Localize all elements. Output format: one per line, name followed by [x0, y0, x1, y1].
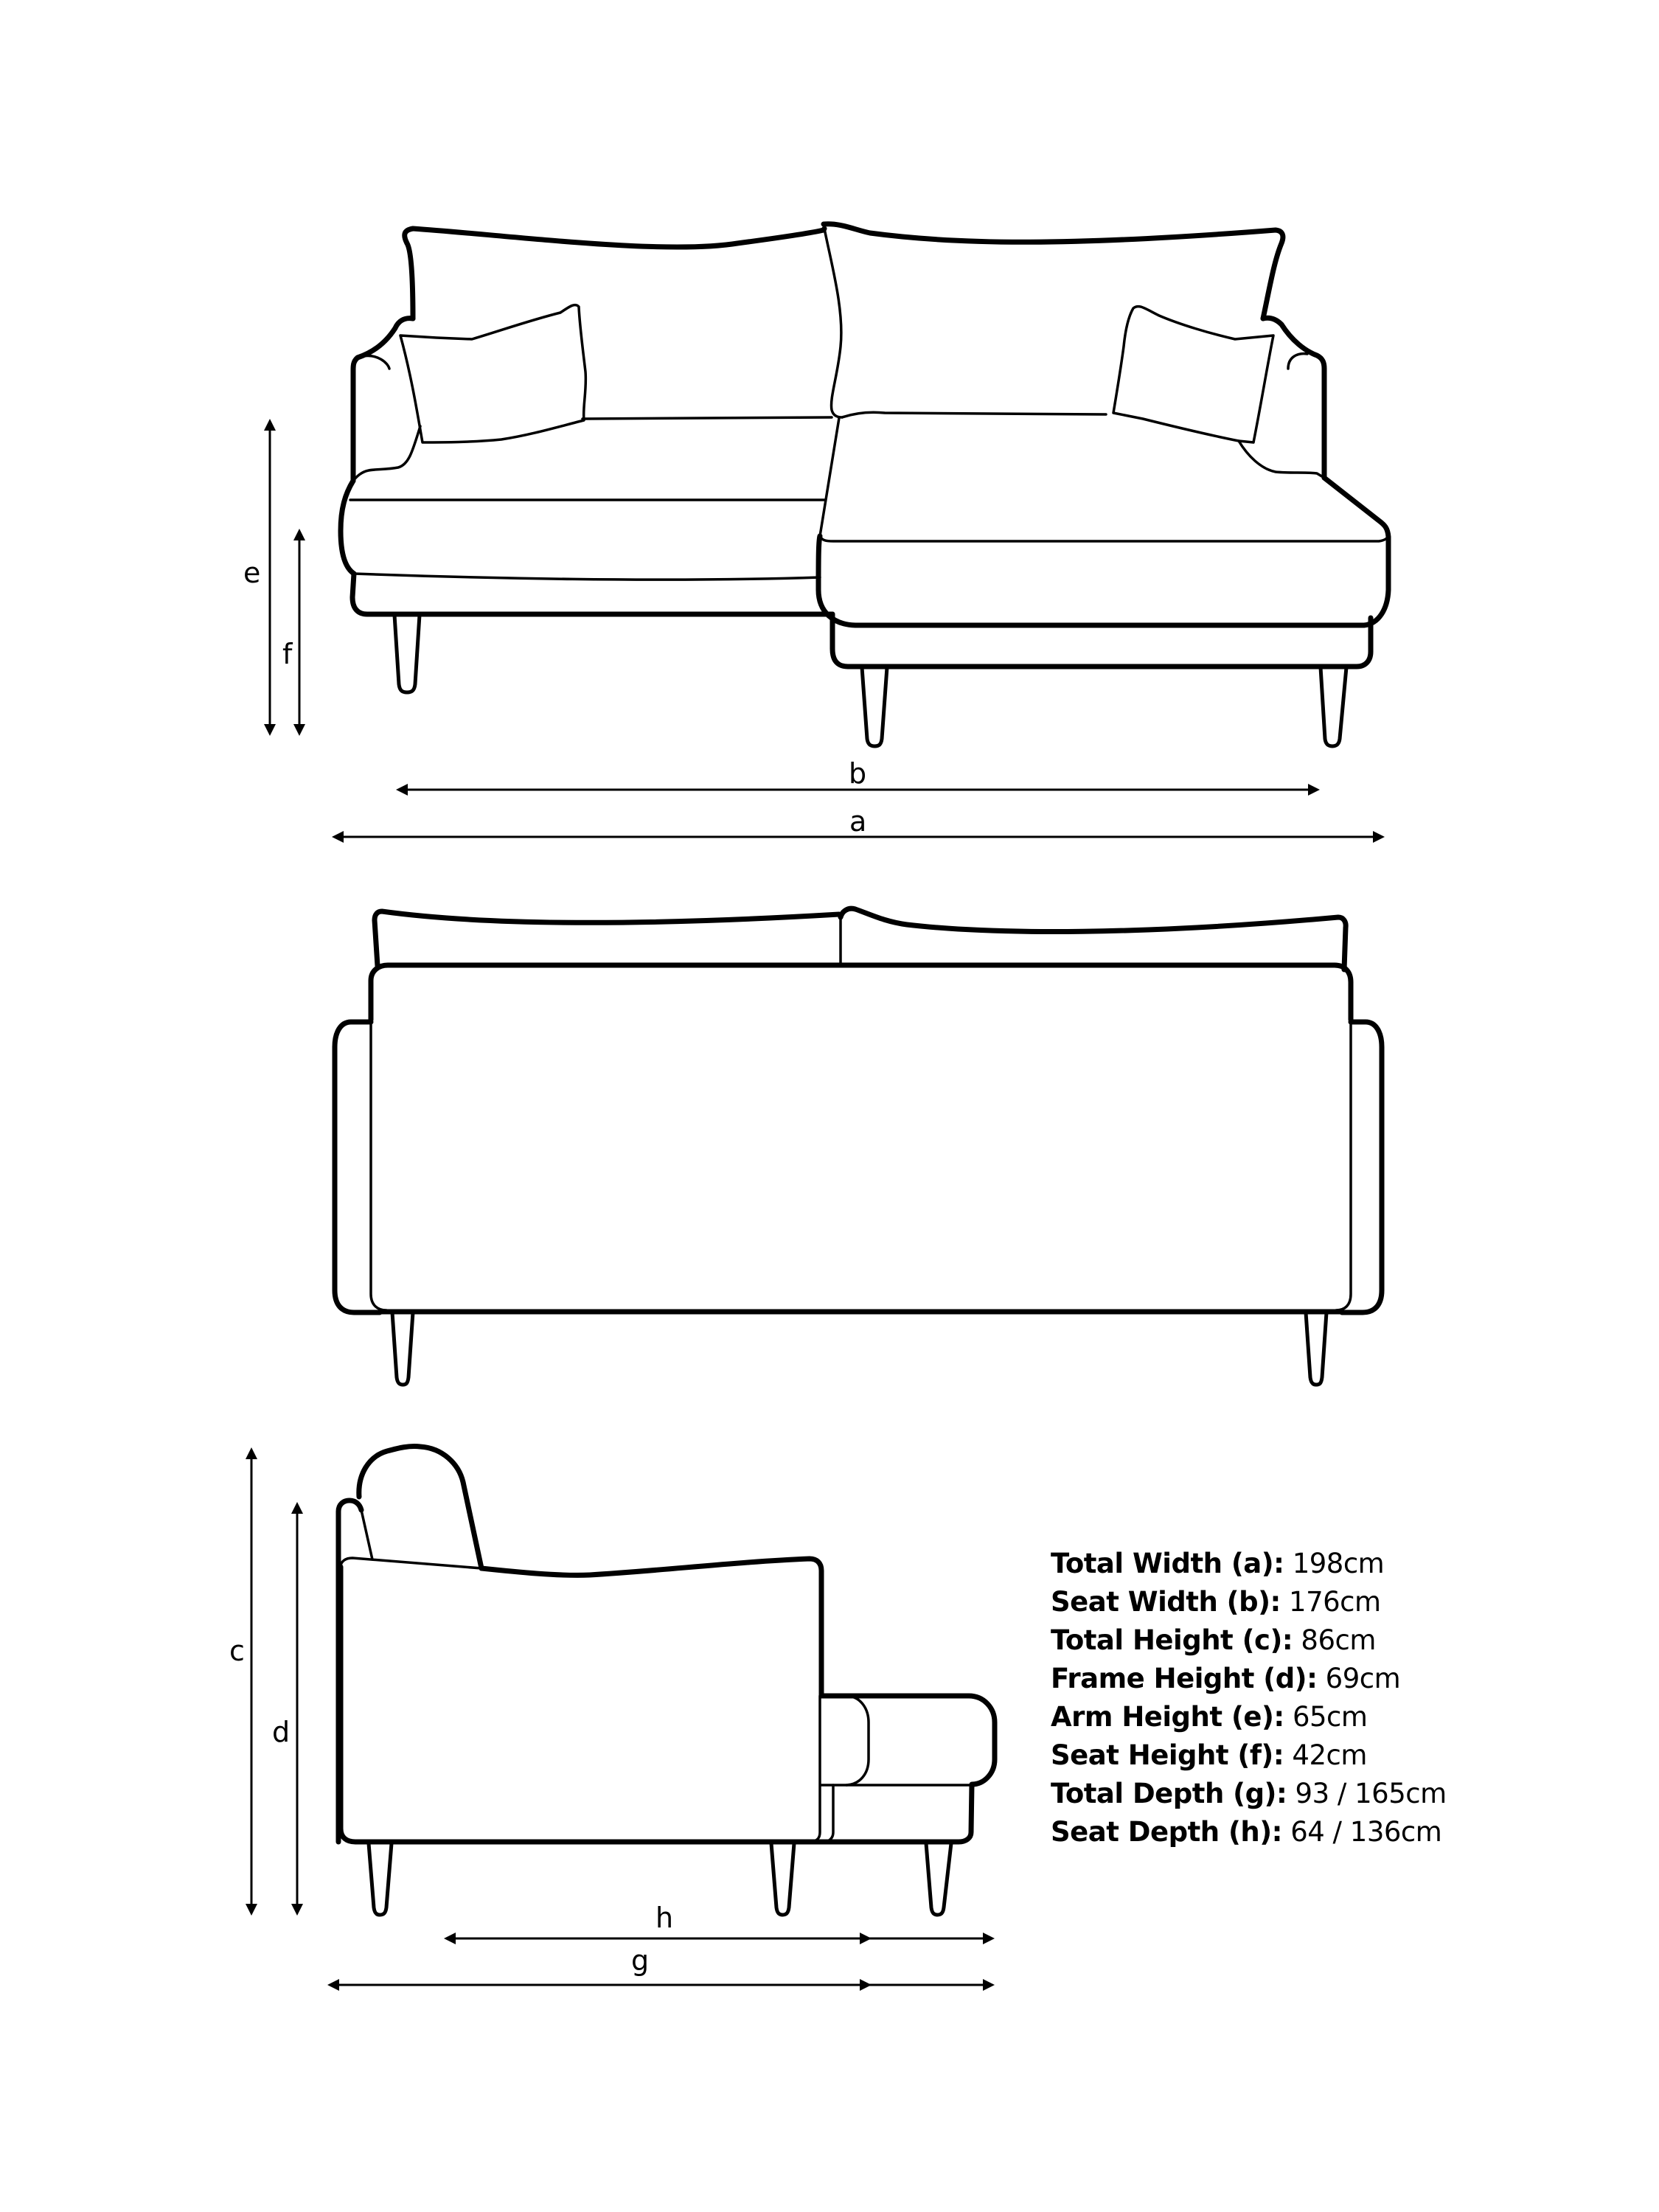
- spec-label: Seat Height (f):: [1051, 1739, 1284, 1771]
- dimension-f-arrow: [293, 529, 305, 736]
- dimension-f-label: f: [282, 638, 293, 670]
- dimension-a-label: a: [849, 805, 867, 838]
- chaise-base: [832, 614, 1371, 667]
- left-scatter-pillow: [400, 305, 585, 442]
- spec-value: 65cm: [1292, 1701, 1368, 1733]
- dimension-c-arrow: [246, 1447, 257, 1916]
- side-rear-leg: [369, 1843, 392, 1915]
- spec-label: Arm Height (e):: [1051, 1701, 1284, 1733]
- left-arm-scroll: [364, 356, 389, 369]
- spec-seat-depth: [1051, 1813, 1447, 1851]
- spec-frame-height: [1051, 1660, 1447, 1698]
- spec-value: 69cm: [1325, 1663, 1401, 1694]
- front-view: [243, 224, 1388, 843]
- spec-value: 86cm: [1301, 1624, 1376, 1656]
- side-main-body: [481, 1559, 821, 1696]
- main-seat-cushion: [341, 481, 354, 574]
- back-left-arm: [335, 1022, 380, 1312]
- spec-label: Total Width (a):: [1051, 1548, 1284, 1579]
- side-front-leg: [926, 1843, 951, 1915]
- spec-seat-width: [1051, 1583, 1447, 1621]
- right-back-cushion: [824, 224, 1283, 319]
- dimension-h-label: h: [655, 1902, 674, 1934]
- spec-value: 176cm: [1289, 1586, 1381, 1618]
- dimension-g-arrow: [327, 1979, 995, 1991]
- back-right-arm: [1342, 1022, 1382, 1312]
- dimension-c-label: c: [229, 1635, 245, 1667]
- spec-value: 42cm: [1292, 1739, 1367, 1771]
- dimension-e-label: e: [243, 557, 261, 589]
- spec-label: Seat Width (b):: [1051, 1586, 1281, 1618]
- spec-value: 64 / 136cm: [1290, 1816, 1442, 1848]
- chaise-front-right-leg: [1321, 667, 1346, 746]
- left-back-cushion: [405, 229, 824, 319]
- back-right-cushion-top: [841, 908, 1346, 970]
- chaise-front-left-leg: [862, 667, 887, 746]
- back-panel: [371, 965, 1351, 1020]
- front-left-leg: [394, 615, 420, 692]
- dimension-h-arrow: [444, 1933, 995, 1944]
- side-middle-leg: [771, 1843, 794, 1915]
- back-right-leg: [1306, 1312, 1326, 1385]
- dimension-d-arrow: [291, 1502, 303, 1916]
- back-left-cushion-top: [375, 911, 839, 966]
- spec-label: Frame Height (d):: [1051, 1663, 1318, 1694]
- spec-total-height: [1051, 1621, 1447, 1660]
- side-headrest-cushion: [359, 1446, 481, 1568]
- spec-arm-height: [1051, 1698, 1447, 1736]
- spec-label: Seat Depth (h):: [1051, 1816, 1282, 1848]
- spec-total-depth: [1051, 1775, 1447, 1813]
- dimension-e-arrow: [264, 419, 276, 736]
- chaise-cushion: [818, 478, 1388, 625]
- dimension-b-label: b: [849, 757, 867, 790]
- back-view: [335, 908, 1382, 1385]
- side-chaise-cushion: [818, 1696, 995, 1842]
- spec-seat-height: [1051, 1736, 1447, 1775]
- right-scatter-pillow: [1113, 307, 1273, 442]
- spec-total-width: [1051, 1545, 1447, 1583]
- chaise-left-edge: [820, 418, 839, 536]
- right-arm-scroll: [1288, 354, 1307, 369]
- left-arm: [353, 319, 413, 481]
- specifications-list: [1051, 1545, 1447, 1851]
- dimension-d-label: d: [272, 1716, 291, 1748]
- spec-value: 198cm: [1292, 1548, 1385, 1579]
- spec-label: Total Height (c):: [1051, 1624, 1293, 1656]
- spec-value: 93 / 165cm: [1295, 1778, 1447, 1809]
- spec-label: Total Depth (g):: [1051, 1778, 1287, 1809]
- back-left-leg: [392, 1312, 413, 1385]
- dimension-g-label: g: [631, 1944, 650, 1977]
- side-view: [229, 1446, 995, 1991]
